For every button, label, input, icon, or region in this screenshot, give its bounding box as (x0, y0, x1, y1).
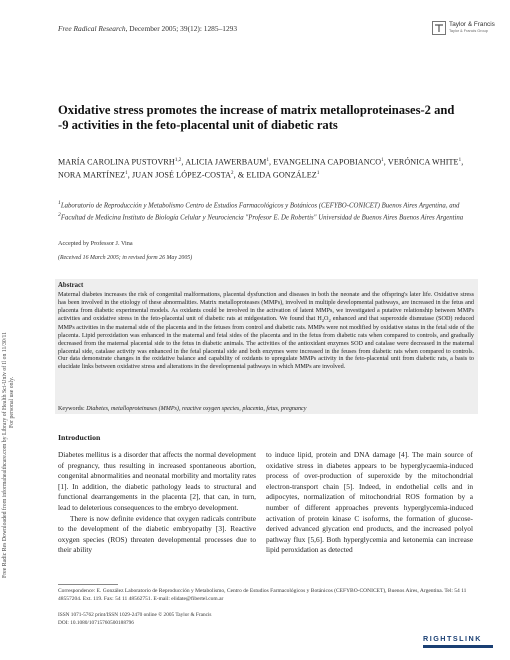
taylor-francis-logo-icon (432, 21, 446, 35)
abstract-heading: Abstract (58, 282, 84, 289)
accepted-by: Accepted by Professor J. Vina (58, 240, 133, 247)
article-title: Oxidative stress promotes the increase of matrix metalloproteinases-2 and -9 activities in the feto-placental unit of diabetic rats (58, 103, 455, 132)
abstract-text-part1: Maternal diabetes increases the risk of congenital malformations, placental dysfunction and diseases in both the neonate and the offspring's later life. Oxidative stress has been involved in the etiology of these abnormalities. Matrix metalloproteases (MMPs), involved in multiple developmental pathways, are increased in the fetus and placenta from diabetic experimental models. As oxidants could be involved in the activation of latent MMPs, we investigated a putative relationship between MMPs activities and oxidative stress in the feto-placental unit of diabetic rats at midgestation. We found that H (58, 292, 474, 322)
correspondence-note: Correspondence: E. González Laboratorio de Reproducción y Metabolismo, Centro de Estudios Farmacológicos y Botánicos (CEFYBO-CONICET), Buenos Aires, Argentina. Tel: 54 11 48557204. Ext. 119. Fax: 54 11 48562751. E-mail: elidate@fibertel.com.ar (58, 588, 467, 603)
download-notice (2, 178, 16, 578)
affiliation-2: Facultad de Medicina Instituto de Biología Celular y Neurociencia "Profesor E. De Robertis" Universidad de Buenos Aires Buenos Aires Argentina (60, 213, 464, 221)
author-separator: , (269, 157, 274, 167)
intro-paragraph-2: There is now definite evidence that oxygen radicals contribute to the development of the diabetic embryopathy [3]. Reactive oxygen species (ROS) threaten developmental processes due to their ability (58, 513, 256, 555)
keywords (58, 406, 474, 412)
author-separator: , (461, 157, 464, 167)
footnote-rule (58, 584, 118, 585)
affiliation-2-number: 2 (58, 211, 61, 218)
rightslink-logo[interactable]: RIGHTSLINK (423, 634, 482, 643)
author-affiliation-number: 1 (125, 170, 128, 176)
author-name: NORA MARTÍNEZ (58, 170, 126, 180)
issn-doi (58, 612, 211, 627)
author-separator: , (127, 170, 132, 180)
author-affiliation-number: 2 (231, 170, 234, 176)
author-affiliation-number: 1 (381, 158, 384, 163)
author-list (58, 155, 468, 180)
journal-citation (58, 24, 237, 33)
affiliations (58, 199, 478, 222)
abstract-text (58, 292, 474, 372)
issn-line: ISSN 1071-5762 print/ISSN 1029-2470 online © 2005 Taylor & Francis (58, 612, 212, 618)
rightslink-underline (423, 645, 493, 648)
intro-paragraph-3: to induce lipid, protein and DNA damage [4]. The main source of oxidative stress in diabetes appears to be hyperglycaemia-induced process of over-production of superoxide by the mitochondrial electron-transport chain [5]. Indeed, in endothelial cells and in adipocytes, normalization of mitochondrial ROS formation by a number of different approaches prevents hyperglycemia-induced activation of protein kinase C isoforms, the formation of glucose-derived advanced glycation end products, and the increased polyol pathway flux [5,6]. Both hyperglycemia and ketonemia can increase lipid peroxidation as detected (266, 450, 473, 555)
author-name: MARÍA CAROLINA PUSTOVRH (58, 157, 175, 167)
author-affiliation-number: 1 (458, 158, 462, 163)
author-name: ELIDA GONZÁLEZ (246, 170, 317, 180)
author-name: VERÓNICA WHITE (387, 157, 459, 167)
keywords-label: Keywords: (58, 406, 85, 412)
author-separator: , (181, 157, 186, 167)
body-column-right (266, 450, 473, 556)
author-affiliation-number: 1,2 (174, 158, 182, 163)
abstract-subscript-1: 2 (321, 317, 325, 323)
author-name: ALICIA JAWERBAUM (185, 157, 267, 167)
author-affiliation-number: 1 (266, 158, 270, 163)
keywords-list: Diabetes, metalloproteinases (MMPs), reactive oxygen species, placenta, fetus, pregnancy (84, 406, 307, 412)
body-column-left (58, 450, 256, 556)
received-dates: (Received 16 March 2005; in revised form 26 May 2005) (58, 255, 193, 261)
author-separator: , (383, 157, 388, 167)
abstract-text-part2: enhanced and that superoxide dismutase (SOD) reduced MMPs activities in the maternal side of the placenta and in the fetuses from control and diabetic rats. MMPs were not modified by oxidative status in the fetal side of the placenta. Lipid peroxidation was enhanced in the maternal and fetal sides of the placenta and in the fetus from diabetic rats when compared to controls, and gradually decreased from the maternal placental side to the fetus in diabetic animals. The activities of the antioxidant enzymes SOD and catalase were decreased in the maternal placental side, catalase activity was enhanced in the fetal placental side and both enzymes were increased in the feuses from diabetic rats when compared to controls. Our data demonstrate changes in the oxidative balance and capability of oxidants to upregulate MMPs activity in the feto-placental unit from diabetic rats, a basis to elucidate links between oxidative stress and alterations in the developmental pathways in which MMPs are involved. (58, 315, 474, 371)
publisher-name: Taylor & Francis (449, 21, 495, 28)
introduction-heading: Introduction (58, 433, 101, 442)
author-name: EVANGELINA CAPOBIANCO (273, 157, 382, 167)
affiliation-1-number: 1 (58, 200, 61, 206)
download-watermark (2, 178, 28, 578)
publisher-group: Taylor & Francis Group (449, 29, 488, 33)
author-name: JUAN JOSÉ LÓPEZ-COSTA (132, 170, 232, 180)
affiliation-1: Laboratorio de Reproducción y Metabolismo Centro de Estudios Farmacológicos y Botánicos (CEFYBO-CONICET) Buenos Aires Argentina, and (60, 202, 460, 210)
author-separator: , & (233, 170, 247, 180)
author-affiliation-number: 1 (316, 170, 320, 176)
journal-name: Free Radical Research (58, 24, 126, 33)
intro-paragraph-1: Diabetes mellitus is a disorder that affects the normal development of pregnancy, thus resulting in increased spontaneous abortion, congenital abnormalities and neonatal morbility and mortality rates [1]. In addition, the diabetic pathology leads to structural and functional dearrangements in the placenta [2], that can, in turn, lead to deleterious consequences to the embryo development. (58, 450, 256, 512)
publisher-logo (432, 20, 495, 40)
journal-issue: , December 2005; 39(12): 1285–1293 (125, 24, 238, 33)
abstract-subscript-2: 2 (328, 317, 331, 323)
download-notice-line1: Free Radic Res Downloaded from informahealthcare.com by Library of Health Sci-Univ of Il on 11/30/11 (2, 331, 8, 578)
download-notice-line2: For personal use only. (9, 376, 15, 428)
abstract-o: O (324, 315, 329, 322)
doi-line: DOI: 10.1080/10715760500188796 (58, 619, 134, 626)
